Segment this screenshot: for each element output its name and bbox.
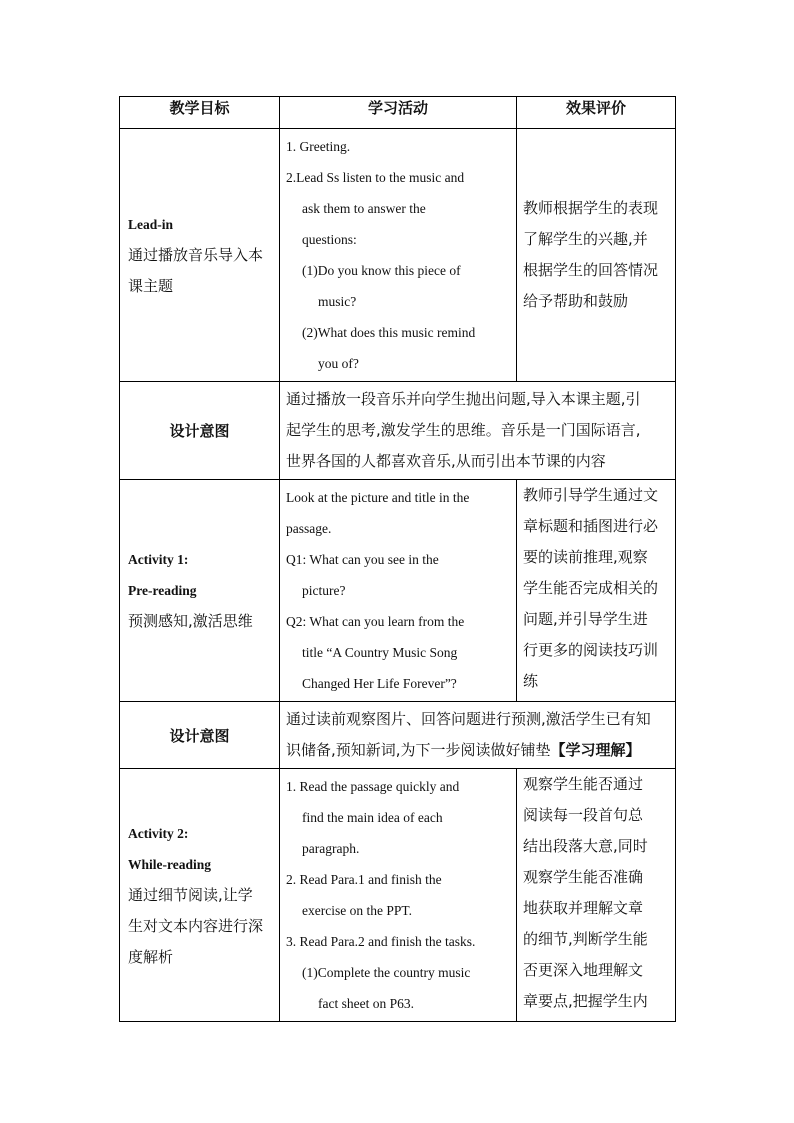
evaluation-line: 否更深入地理解文	[523, 961, 644, 979]
header-learning-activity: 学习活动	[280, 97, 517, 129]
design-intent-label: 设计意图	[120, 702, 280, 769]
intent-line-text: 识储备,预知新词,为下一步阅读做好铺垫	[286, 741, 551, 759]
table-row-design-intent	[120, 702, 676, 769]
activity-line: exercise on the PPT.	[302, 903, 412, 918]
evaluation-line: 地获取并理解文章	[523, 899, 644, 917]
evaluation-line: 章要点,把握学生内	[523, 992, 648, 1010]
activity-line: find the main idea of each	[302, 810, 443, 825]
goal-title: Pre-reading	[128, 583, 197, 598]
activity-line: title “A Country Music Song	[302, 645, 458, 660]
activity-line: 1. Read the passage quickly and	[286, 779, 460, 794]
design-intent-label: 设计意图	[120, 382, 280, 480]
activity-cell	[280, 129, 517, 382]
goal-cell	[120, 480, 280, 702]
goal-desc-line: 课主题	[128, 276, 174, 295]
goal-desc-line: 通过细节阅读,让学	[128, 885, 253, 904]
evaluation-line: 行更多的阅读技巧训	[523, 641, 659, 659]
activity-line: passage.	[286, 521, 332, 536]
activity-line: picture?	[302, 583, 346, 598]
goal-title: While-reading	[128, 856, 212, 872]
design-intent-text	[280, 382, 676, 480]
evaluation-line: 教师引导学生通过文	[523, 486, 659, 504]
header-evaluation: 效果评价	[517, 97, 676, 129]
activity-cell	[280, 769, 517, 1022]
evaluation-line: 的细节,判断学生能	[523, 930, 648, 948]
header-teaching-goal: 教学目标	[120, 97, 280, 129]
intent-tag: 【学习理解】	[550, 741, 641, 759]
activity-line: (2)What does this music remind	[302, 325, 476, 340]
table-row-design-intent	[120, 382, 676, 480]
activity-line: fact sheet on P63.	[318, 996, 414, 1011]
goal-title: Activity 2:	[128, 825, 189, 841]
goal-desc-line: 通过播放音乐导入本	[128, 245, 264, 264]
activity-line: you of?	[318, 356, 359, 371]
activity-line: 3. Read Para.2 and finish the tasks.	[286, 934, 476, 949]
evaluation-line: 练	[523, 672, 539, 690]
activity-line: 2. Read Para.1 and finish the	[286, 872, 442, 887]
goal-cell	[120, 129, 280, 382]
activity-line: Q2: What can you learn from the	[286, 614, 465, 629]
activity-cell	[280, 480, 517, 702]
evaluation-line: 教师根据学生的表现	[523, 199, 659, 217]
activity-line: (1)Do you know this piece of	[302, 263, 461, 278]
activity-line: Q1: What can you see in the	[286, 552, 439, 567]
evaluation-line: 观察学生能否准确	[523, 868, 644, 886]
evaluation-line: 给予帮助和鼓励	[523, 292, 629, 310]
evaluation-line: 阅读每一段首句总	[523, 806, 644, 824]
intent-line: 起学生的思考,激发学生的思维。音乐是一门国际语言,	[286, 421, 641, 439]
evaluation-line: 根据学生的回答情况	[523, 261, 659, 279]
evaluation-line: 了解学生的兴趣,并	[523, 230, 648, 248]
activity-line: Look at the picture and title in the	[286, 490, 470, 505]
table-row-activity-1	[120, 480, 676, 702]
activity-line: paragraph.	[302, 841, 360, 856]
evaluation-line: 章标题和插图进行必	[523, 517, 659, 535]
goal-desc-line: 生对文本内容进行深	[128, 916, 264, 935]
activity-line: ask them to answer the	[302, 201, 426, 216]
evaluation-line: 结出段落大意,同时	[523, 837, 648, 855]
activity-line: 1. Greeting.	[286, 139, 351, 154]
goal-cell	[120, 769, 280, 1022]
evaluation-cell	[517, 769, 676, 1022]
goal-title: Lead-in	[128, 216, 174, 232]
intent-line: 通过读前观察图片、回答问题进行预测,激活学生已有知	[286, 710, 651, 728]
design-intent-text	[280, 702, 676, 769]
goal-desc-line: 预测感知,激活思维	[128, 612, 253, 630]
activity-line: 2.Lead Ss listen to the music and	[286, 170, 465, 185]
evaluation-line: 问题,并引导学生进	[523, 610, 648, 628]
table-row-activity-2	[120, 769, 676, 1022]
goal-title: Activity 1:	[128, 552, 189, 567]
activity-line: Changed Her Life Forever”?	[302, 676, 457, 691]
intent-line	[286, 735, 669, 766]
evaluation-line: 要的读前推理,观察	[523, 548, 648, 566]
table-row-lead-in	[120, 129, 676, 382]
table-header-row	[120, 97, 676, 129]
intent-line: 世界各国的人都喜欢音乐,从而引出本节课的内容	[286, 452, 606, 470]
activity-line: (1)Complete the country music	[302, 965, 471, 980]
intent-line: 通过播放一段音乐并向学生抛出问题,导入本课主题,引	[286, 390, 641, 408]
evaluation-cell	[517, 129, 676, 382]
evaluation-line: 学生能否完成相关的	[523, 579, 659, 597]
activity-line: music?	[318, 294, 357, 309]
evaluation-line: 观察学生能否通过	[523, 775, 644, 793]
lesson-plan-table	[119, 96, 676, 1022]
evaluation-cell	[517, 480, 676, 702]
goal-desc-line: 度解析	[128, 947, 174, 966]
activity-line: questions:	[302, 232, 357, 247]
